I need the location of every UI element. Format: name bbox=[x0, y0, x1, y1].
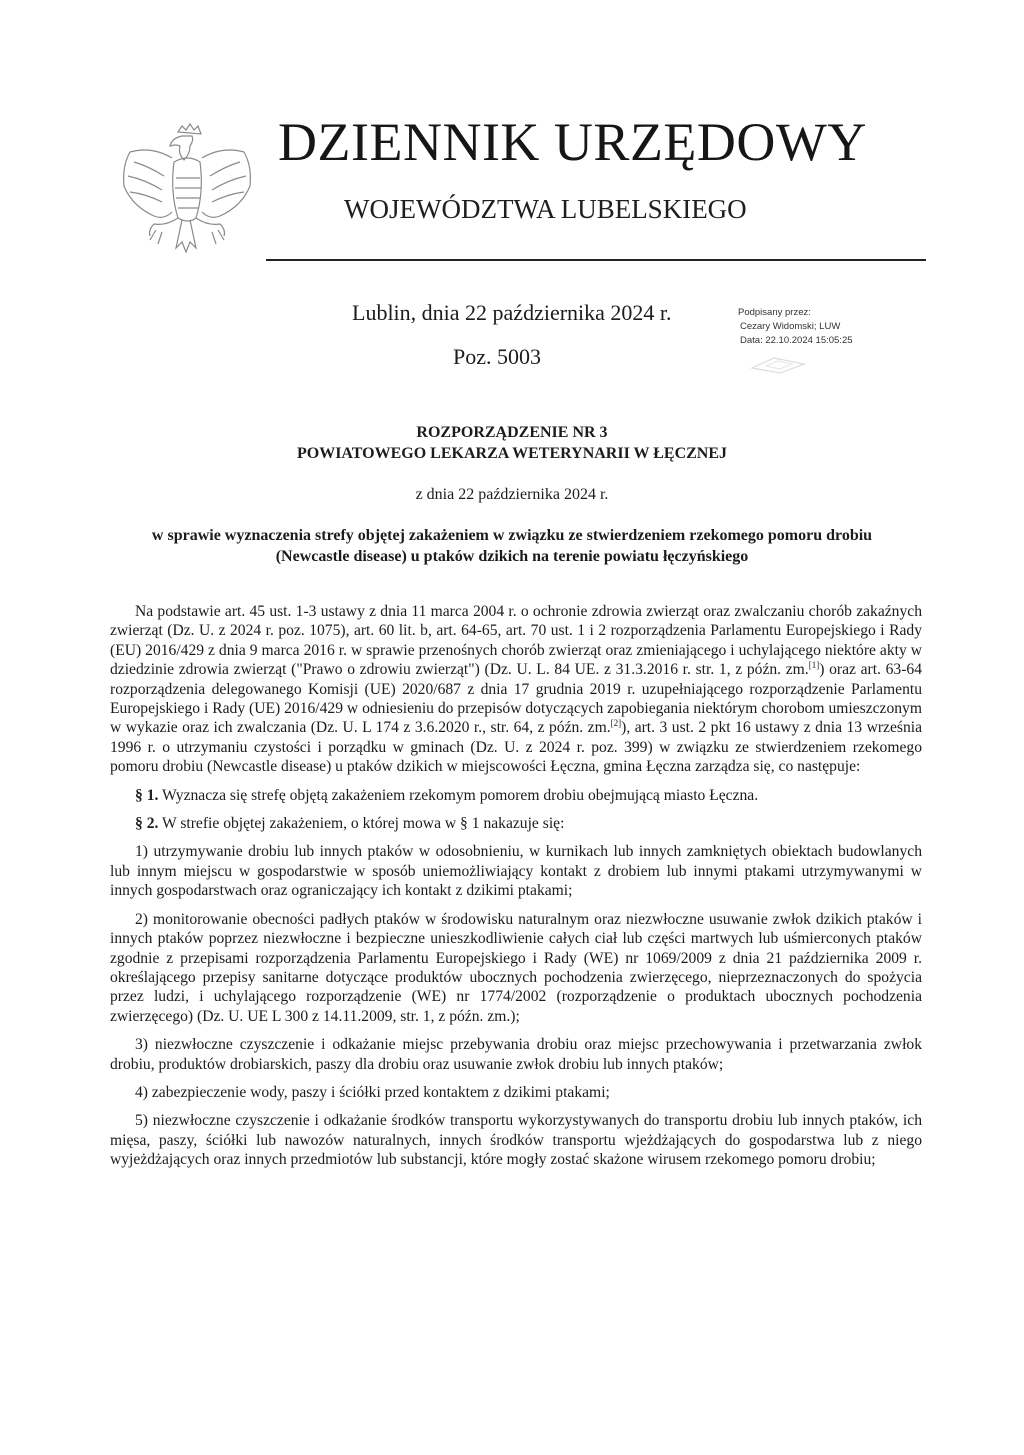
act-body bbox=[110, 602, 922, 1170]
list-item: 2) monitorowanie obecności padłych ptaków w środowisku naturalnym oraz niezwłoczne usuwanie zwłok dzikich ptaków i innych ptaków poprzez niezwłoczne i bezpieczne unieszkodliwienie całych ciał lub części martwych lub uśmierconych ptaków zgodnie z przepisami rozporządzenia Parlamentu Europejskiego i Rady (WE) nr 1069/2009 z dnia 21 października 2009 r. określającego przepisy sanitarne dotyczące produktów ubocznych pochodzenia zwierzęcego, nieprzeznaczonych do spożycia przez ludzi, i uchylającego rozporządzenie (WE) nr 1774/2002 (rozporządzenie o produktach ubocznych pochodzenia zwierzęcego) (Dz. U. UE L 300 z 14.11.2009, str. 1, z późn. zm.); bbox=[110, 910, 922, 1025]
act-number: ROZPORZĄDZENIE NR 3 bbox=[416, 424, 608, 441]
act-issuer: POWIATOWEGO LEKARZA WETERYNARII W ŁĘCZNEJ bbox=[296, 445, 728, 462]
act-heading bbox=[100, 422, 924, 464]
journal-subtitle: WOJEWÓDZTWA LUBELSKIEGO bbox=[344, 194, 747, 224]
signature-signed-by-label: Podpisany przez: bbox=[738, 307, 811, 318]
act-subject: w sprawie wyznaczenia strefy objętej zakażeniem w związku ze stwierdzeniem rzekomego pomoru drobiu (Newcastle disease) u ptaków dzikich na terenie powiatu łęczyńskiego bbox=[151, 527, 873, 565]
signature-signer: Cezary Widomski; LUW bbox=[740, 321, 841, 332]
list-item: 4) zabezpieczenie wody, paszy i ściółki przed kontaktem z dzikimi ptakami; bbox=[135, 1083, 610, 1101]
signature-stamp-icon bbox=[748, 356, 808, 374]
publication-position: Poz. 5003 bbox=[453, 344, 541, 369]
section-2-mark: § 2. bbox=[135, 815, 159, 833]
electronic-signature-block bbox=[738, 306, 853, 348]
footnote-ref-2[interactable]: [2] bbox=[610, 718, 622, 729]
list-item: 1) utrzymywanie drobiu lub innych ptaków w odosobnieniu, w kurnikach lub innych zamkniętych obiektach budowlanych lub innym miejscu w gospodarstwie w sposób uniemożliwiający kontakt z drobiem lub innymi ptakami utrzymywanymi w innych gospodarstwach oraz ograniczający ich kontakt z dzikimi ptakami; bbox=[110, 843, 922, 900]
polish-eagle-emblem-icon bbox=[112, 118, 262, 268]
act-date: z dnia 22 października 2024 r. bbox=[415, 486, 609, 503]
header-divider bbox=[266, 259, 926, 261]
publication-place-date: Lublin, dnia 22 października 2024 r. bbox=[352, 300, 672, 325]
journal-title: DZIENNIK URZĘDOWY bbox=[278, 112, 867, 172]
list-item: 5) niezwłoczne czyszczenie i odkażanie środków transportu wykorzystywanych do transportu drobiu lub innych ptaków, ich mięsa, paszy, ściółki lub nawozów naturalnych, innych środków transportu wjeżdżających do gospodarstwa lub z niego wyjeżdżających oraz innych przedmiotów lub substancji, które mogły zostać skażone wirusem rzekomego pomoru drobiu; bbox=[110, 1112, 922, 1169]
list-item: 3) niezwłoczne czyszczenie i odkażanie miejsc przebywania drobiu oraz miejsc przechowywania i przetwarzania zwłok drobiu, produktów drobiarskich, paszy dla drobiu oraz usuwanie zwłok drobiu lub innych ptaków; bbox=[110, 1036, 922, 1073]
signature-date: Data: 22.10.2024 15:05:25 bbox=[740, 335, 853, 346]
footnote-ref-1[interactable]: [1] bbox=[808, 660, 820, 671]
section-2: § 2. W strefie objętej zakażeniem, o której mowa w § 1 nakazuje się: bbox=[135, 815, 565, 833]
section-1: § 1. Wyznacza się strefę objętą zakażeniem rzekomym pomorem drobiu obejmującą miasto Łęczna. bbox=[135, 786, 759, 804]
section-1-mark: § 1. bbox=[135, 786, 159, 804]
preamble: Na podstawie art. 45 ust. 1-3 ustawy z dnia 11 marca 2004 r. o ochronie zdrowia zwierząt oraz zwalczaniu chorób zakaźnych zwierząt (Dz. U. z 2024 r. poz. 1075), art. 60 lit. b, art. 64-65, art. 70 ust. 1 i 2 rozporządzenia Parlamentu Europejskiego i Rady (EU) 2016/429 z dnia 9 marca 2016 r. w sprawie przenośnych chorób zwierząt oraz zmieniającego i uchylającego niektóre akty w dziedzinie zdrowia zwierząt ("Prawo o zdrowiu zwierząt") (Dz. U. L. 84 UE. z 31.3.2016 r. str. 1, z późn. zm.[1]) oraz art. 63-64 rozporządzenia delegowanego Komisji (UE) 2020/687 z dnia 17 grudnia 2019 r. uzupełniającego rozporządzenie Parlamentu Europejskiego i Rady (UE) 2016/429 w odniesieniu do przepisów dotyczących zapobiegania niektórym chorobom umieszczonym w wykazie oraz ich zwalczania (Dz. U. L 174 z 3.6.2020 r., str. 64, z późn. zm.[2]), art. 3 ust. 2 pkt 16 ustawy z dnia 13 września 1996 r. o utrzymaniu czystości i porządku w gminach (Dz. U. z 2024 r. poz. 399) w związku ze stwierdzeniem rzekomego pomoru drobiu (Newcastle disease) u ptaków dzikich w miejscowości Łęczna, gmina Łęczna zarządza się, co następuje: bbox=[110, 603, 923, 776]
